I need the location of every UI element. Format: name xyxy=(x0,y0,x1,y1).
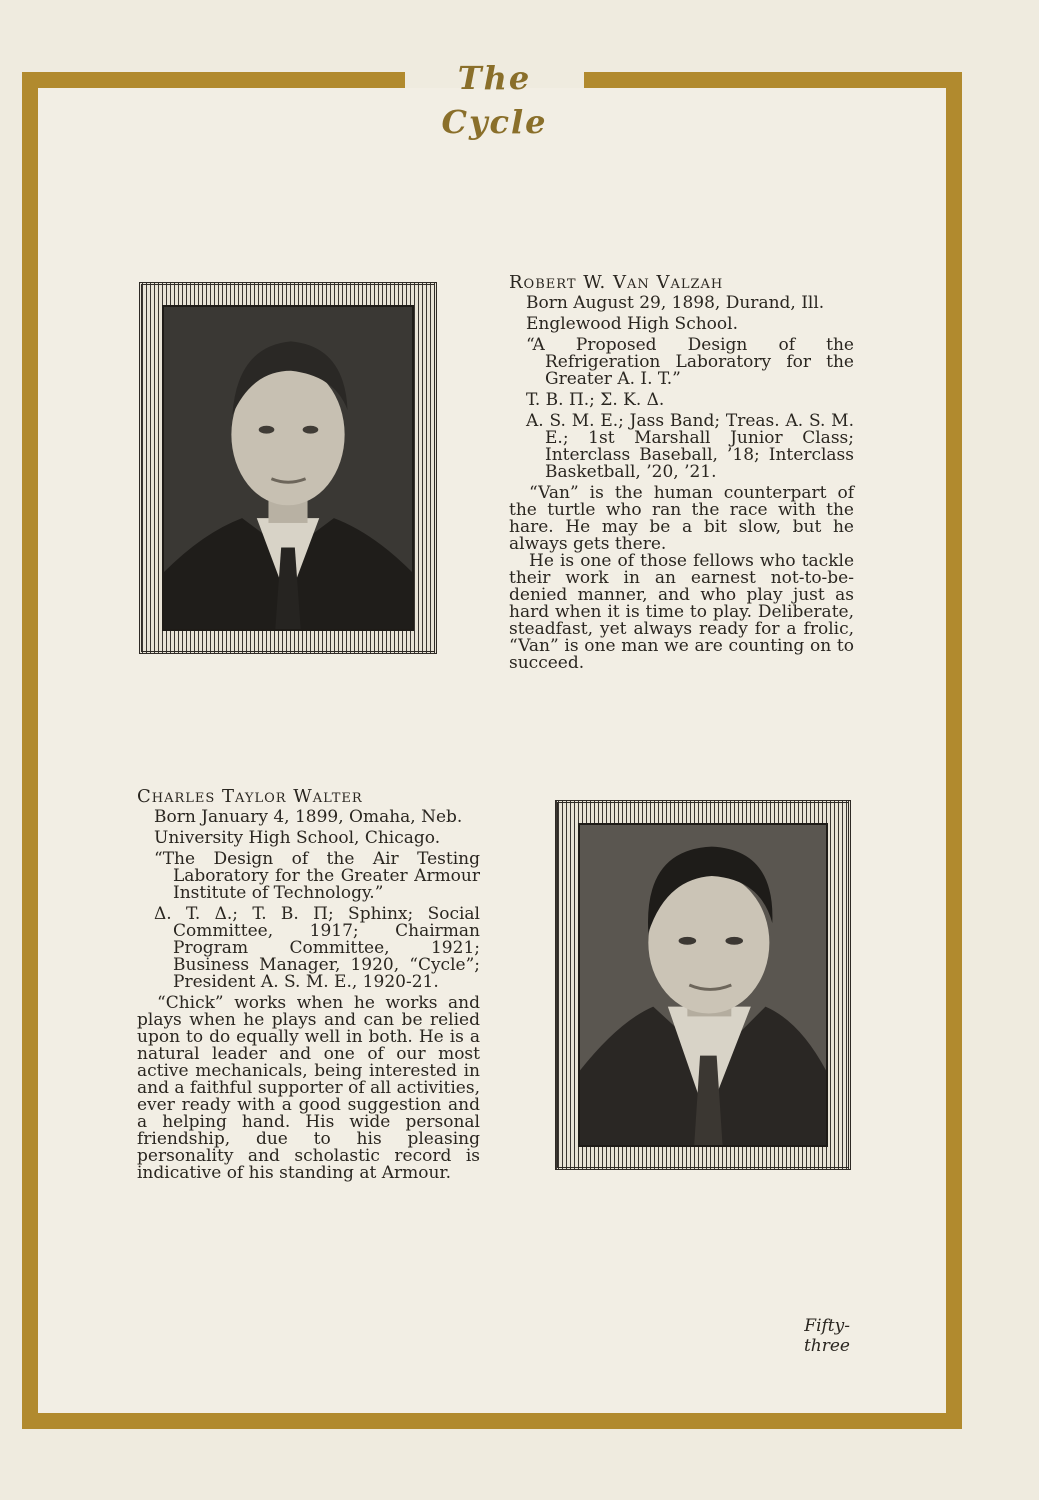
high-school: University High School, Chicago. xyxy=(154,828,441,848)
bio-paragraph: He is one of those fellows who tackle their work in an earnest not-to-be-denied manner, and who play just as hard when it is time to play. Deliberate, steadfast, yet always ready for a frolic, “Van” is one man we are counting on to succeed. xyxy=(509,551,854,673)
frame-border-top-left xyxy=(22,72,405,88)
fraternities: T. B. Π.; Σ. K. Δ. xyxy=(526,390,665,410)
thesis-title: “A Proposed Design of the Refrigeration Laboratory for the Greater A. I. T.” xyxy=(526,335,854,389)
activities: A. S. M. E.; Jass Band; Treas. A. S. M. E.; 1st Marshall Junior Class; Interclass Baseball, ’18; Interclass Basketball, ’20, ’21. xyxy=(526,411,854,482)
biography-van-valzah xyxy=(509,274,854,672)
bio-paragraph: “Chick” works when he works and plays when he plays and can be relied upon to do equally well in both. He is a natural leader and one of our most active mechanicals, being interested in and a faithful supporter of all activities, ever ready with a good suggestion and a helping hand. His wide personal friendship, due to his pleasing personality and scholastic record is indicative of his standing at Armour. xyxy=(137,993,480,1183)
birth-info: Born August 29, 1898, Durand, Ill. xyxy=(526,293,825,313)
page-number: Fifty-three xyxy=(803,1316,850,1356)
student-name: Robert W. Van Valzah xyxy=(509,272,724,293)
frame-border-left xyxy=(22,72,38,1429)
biography-walter xyxy=(137,788,480,1182)
portrait-frame-walter xyxy=(555,800,851,1170)
portrait-photo-walter xyxy=(578,823,828,1147)
birth-info: Born January 4, 1899, Omaha, Neb. xyxy=(154,807,463,827)
student-name: Charles Taylor Walter xyxy=(137,786,363,807)
bio-paragraph: “Van” is the human counterpart of the turtle who ran the race with the hare. He may be a bit slow, but he always gets there. xyxy=(509,483,854,554)
portrait-silhouette-icon xyxy=(164,307,412,629)
frame-border-bottom xyxy=(22,1413,962,1429)
portrait-silhouette-icon xyxy=(580,825,826,1145)
frame-border-top-right xyxy=(584,72,962,88)
frame-border-right xyxy=(946,72,962,1429)
page-header-title: The Cycle xyxy=(441,59,548,141)
high-school: Englewood High School. xyxy=(526,314,738,334)
portrait-photo-van-valzah xyxy=(162,305,414,631)
portrait-frame-van-valzah xyxy=(139,282,437,654)
fraternities-activities: Δ. T. Δ.; T. B. Π; Sphinx; Social Committee, 1917; Chairman Program Committee, 1921; Business Manager, 1920, “Cycle”; President A. S. M. E., 1920-21. xyxy=(154,904,480,992)
thesis-title: “The Design of the Air Testing Laboratory for the Greater Armour Institute of Technology.” xyxy=(154,849,480,903)
